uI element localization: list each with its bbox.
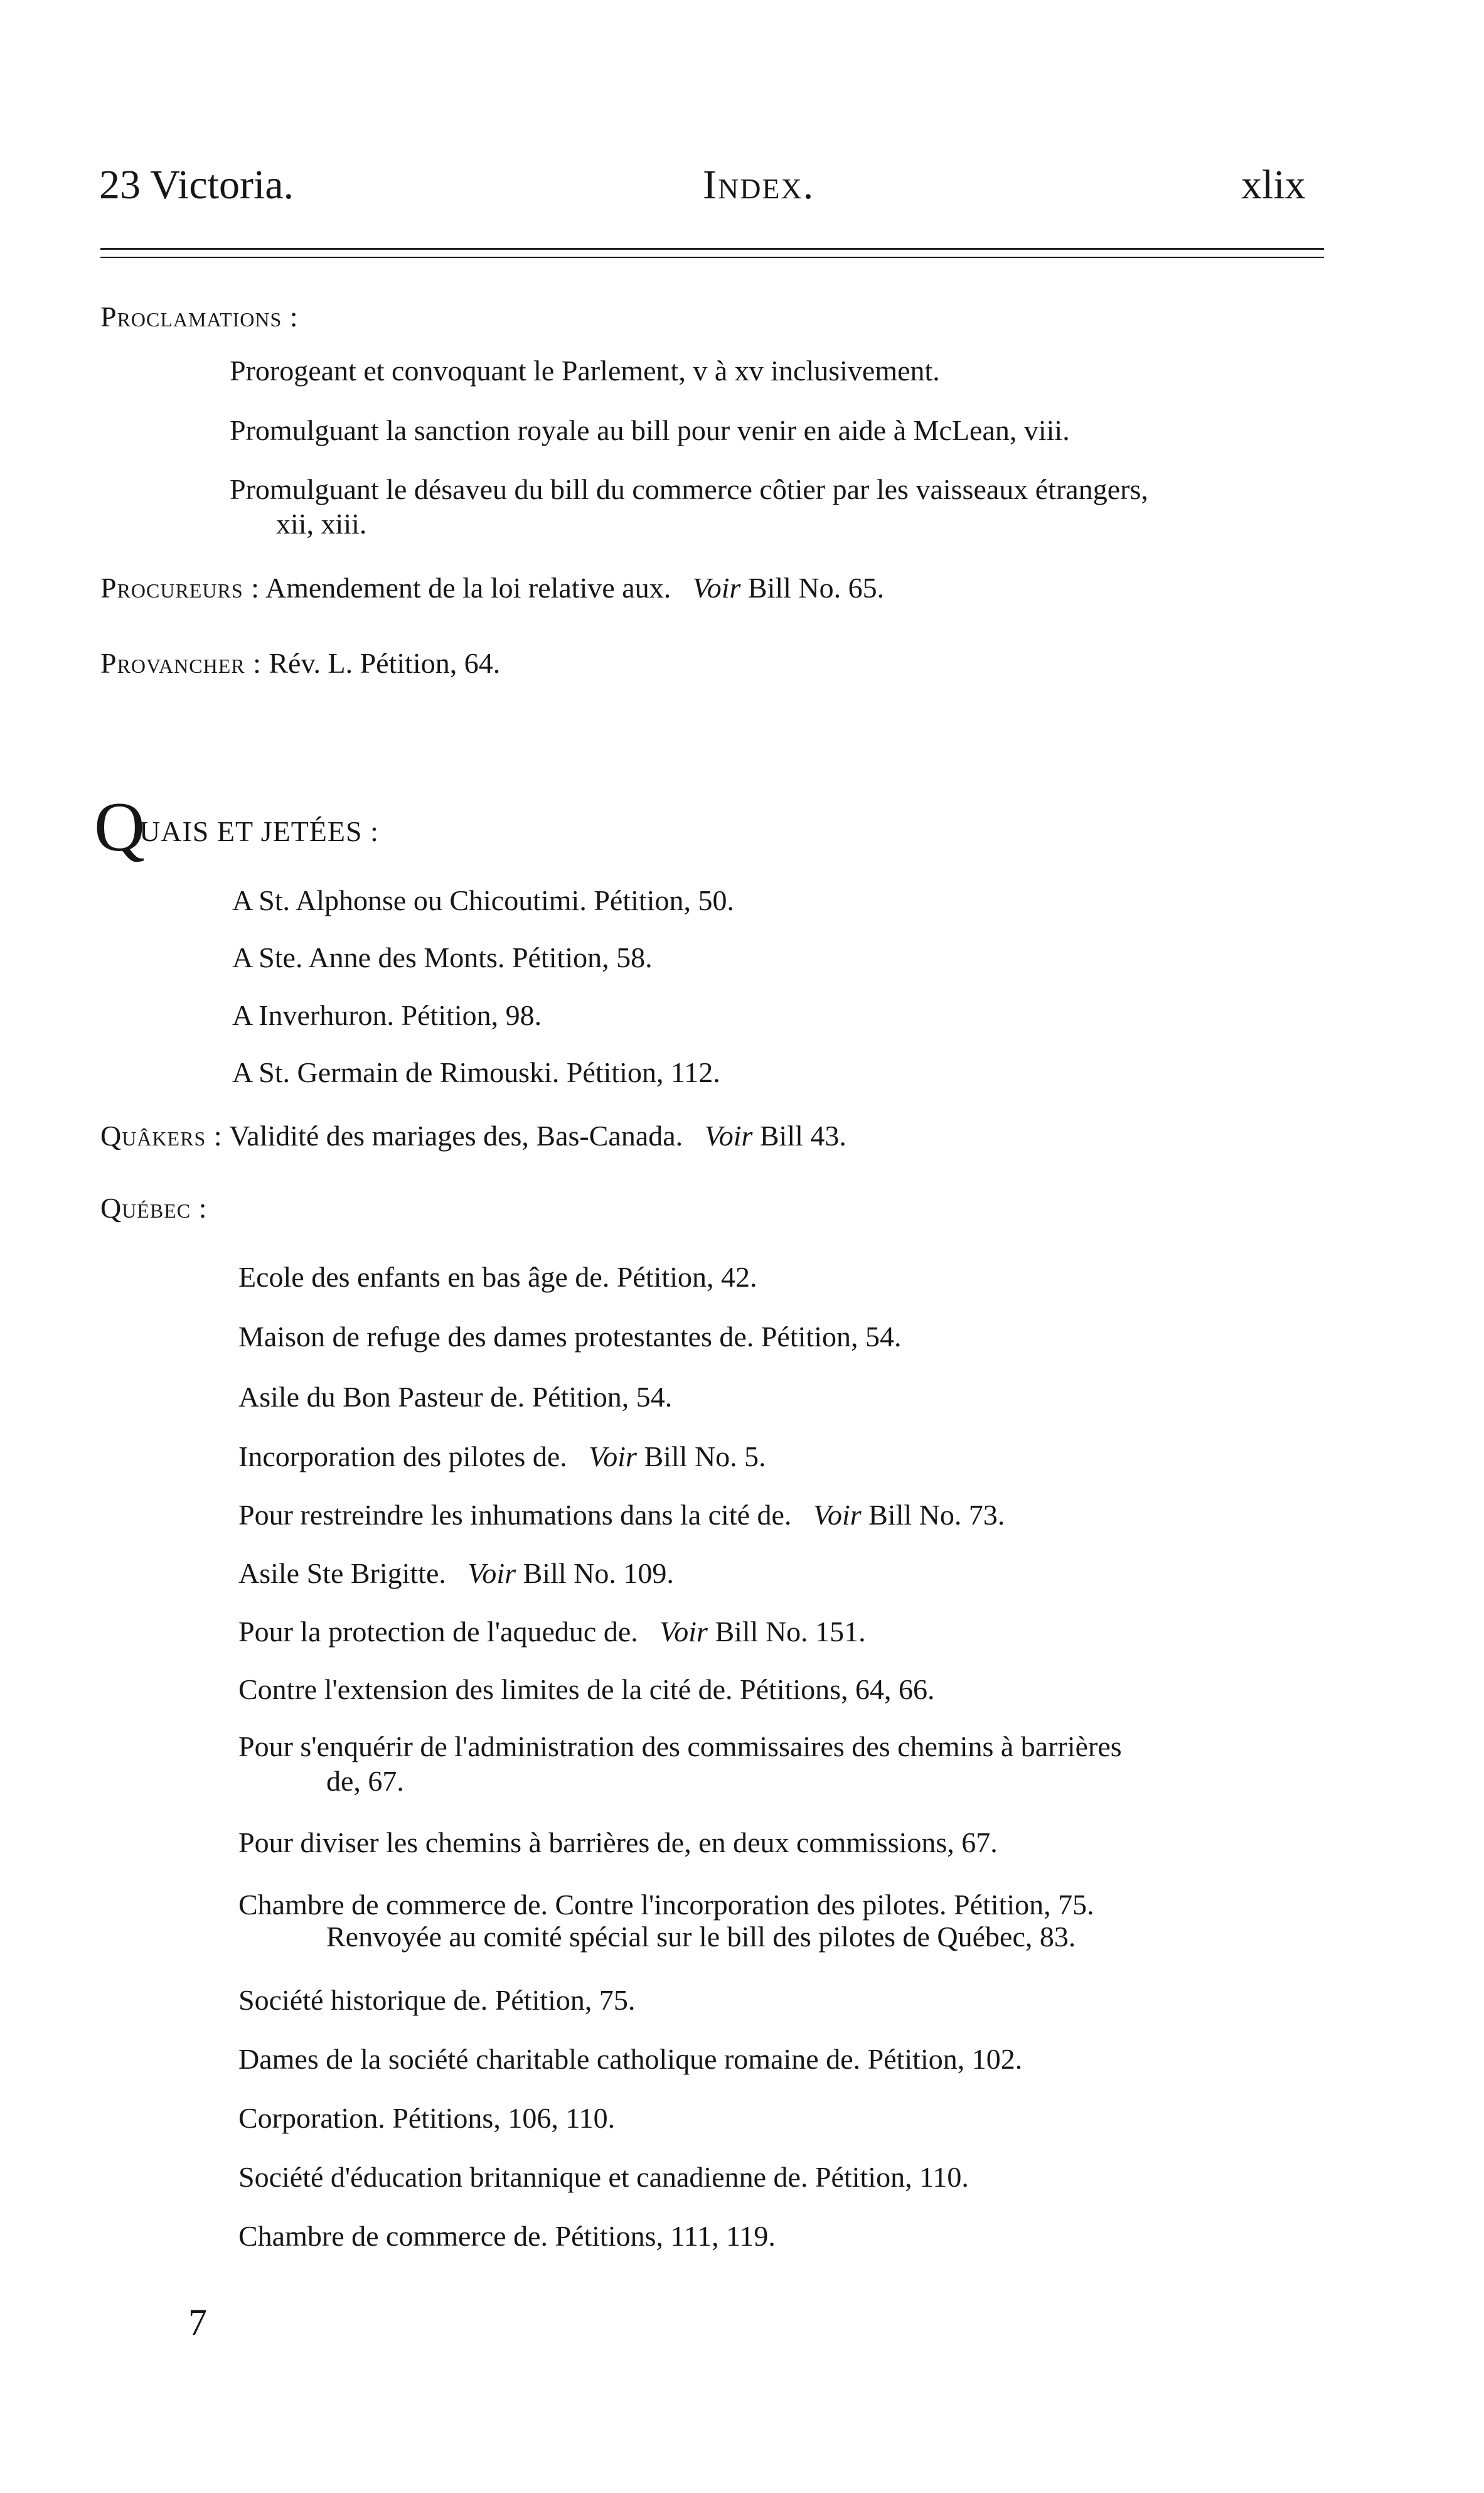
signature-folio: 7: [188, 2302, 207, 2343]
voir-label: Voir: [813, 1499, 862, 1531]
entry-heading-proclamations: Proclamations :: [100, 301, 299, 333]
bill-reference: Bill No. 5.: [644, 1440, 766, 1472]
subentry: Contre l'extension des limites de la cité de. Pétitions, 64, 66.: [238, 1673, 935, 1705]
entry-text: Rév. L. Pétition, 64.: [269, 647, 501, 679]
entry-text: Validité des mariages des, Bas-Canada.: [229, 1120, 683, 1152]
subentry: Société historique de. Pétition, 75.: [238, 1984, 636, 2016]
subentry: Maison de refuge des dames protestantes de. Pétition, 54.: [238, 1321, 902, 1353]
subentry: A St. Germain de Rimouski. Pétition, 112.: [232, 1056, 720, 1088]
entry-provancher: [100, 649, 500, 678]
subentry-continuation: xii, xiii.: [276, 508, 367, 540]
entry-heading-procureurs: Procureurs :: [100, 572, 260, 604]
entry-heading-quebec: Québec :: [100, 1192, 208, 1224]
bill-reference: Bill No. 151.: [715, 1616, 866, 1648]
header-rule-bottom: [100, 257, 1324, 258]
bill-reference: Bill No. 65.: [747, 572, 885, 604]
subentry: Promulguant la sanction royale au bill pour venir en aide à McLean, viii.: [230, 414, 1070, 446]
entry-text: Amendement de la loi relative aux.: [265, 572, 671, 604]
header-rule-top: [100, 248, 1324, 250]
subentry: Corporation. Pétitions, 106, 110.: [238, 2102, 616, 2134]
running-head-page-number: xlix: [1241, 162, 1306, 208]
subentry-continuation: de, 67.: [326, 1765, 404, 1797]
entry-text: Incorporation des pilotes de.: [238, 1440, 567, 1472]
entry-text: Pour restreindre les inhumations dans la cité de.: [238, 1499, 792, 1531]
running-head-title: Index.: [703, 162, 815, 208]
subentry: Prorogeant et convoquant le Parlement, v à xv inclusivement.: [230, 355, 940, 387]
entry-heading-quais: UAIS ET JETÉES :: [139, 815, 379, 847]
bill-reference: Bill No. 109.: [523, 1557, 674, 1589]
entry-text: Asile Ste Brigitte.: [238, 1557, 446, 1589]
bill-reference: Bill 43.: [759, 1120, 846, 1152]
subentry: Dames de la société charitable catholique romaine de. Pétition, 102.: [238, 2043, 1023, 2075]
voir-label: Voir: [692, 572, 741, 604]
subentry: [238, 1559, 674, 1588]
subentry: [238, 1501, 1005, 1530]
subentry: Promulguant le désaveu du bill du commerce côtier par les vaisseaux étrangers,: [230, 473, 1148, 505]
entry-heading-provancher: Provancher :: [100, 647, 262, 679]
entry-heading-quakers: Quâkers :: [100, 1120, 223, 1152]
bill-reference: Bill No. 73.: [868, 1499, 1005, 1531]
subentry: [238, 1442, 766, 1471]
entry-quakers: [100, 1122, 846, 1150]
voir-label: Voir: [704, 1120, 753, 1152]
subentry: Chambre de commerce de. Pétitions, 111, 119.: [238, 2220, 776, 2252]
subentry-continuation: Renvoyée au comité spécial sur le bill des pilotes de Québec, 83.: [326, 1921, 1076, 1953]
voir-label: Voir: [467, 1557, 516, 1589]
subentry: Société d'éducation britannique et canadienne de. Pétition, 110.: [238, 2161, 969, 2193]
subentry: Chambre de commerce de. Contre l'incorporation des pilotes. Pétition, 75.: [238, 1889, 1094, 1921]
subentry: A Ste. Anne des Monts. Pétition, 58.: [232, 941, 653, 973]
entry-text: Pour la protection de l'aqueduc de.: [238, 1616, 638, 1648]
subentry: Pour diviser les chemins à barrières de, en deux commissions, 67.: [238, 1826, 998, 1858]
subentry: A Inverhuron. Pétition, 98.: [232, 999, 542, 1031]
voir-label: Voir: [659, 1616, 708, 1648]
voir-label: Voir: [589, 1440, 637, 1472]
subentry: Asile du Bon Pasteur de. Pétition, 54.: [238, 1381, 673, 1413]
subentry: A St. Alphonse ou Chicoutimi. Pétition, 50.: [232, 884, 734, 916]
entry-procureurs: [100, 574, 884, 603]
running-head-left: 23 Victoria.: [99, 162, 294, 208]
section-initial-q: Q: [94, 788, 145, 866]
subentry: Ecole des enfants en bas âge de. Pétition, 42.: [238, 1261, 757, 1293]
subentry: Pour s'enquérir de l'administration des commissaires des chemins à barrières: [238, 1730, 1122, 1762]
subentry: [238, 1617, 866, 1646]
